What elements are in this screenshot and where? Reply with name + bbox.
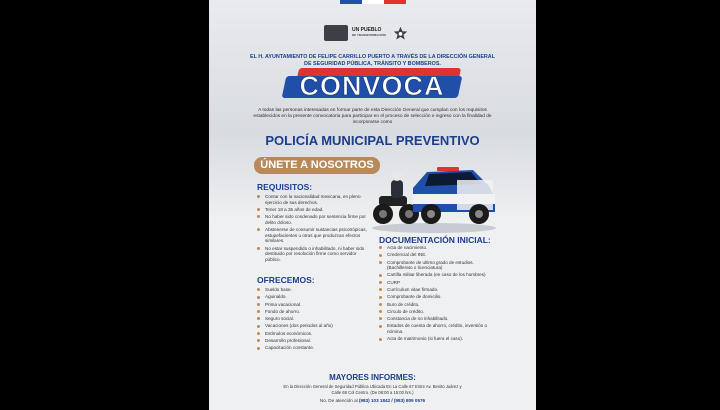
more-info-heading: MAYORES INFORMES: bbox=[329, 373, 416, 382]
list-item: CURP bbox=[379, 280, 497, 286]
list-item: Cartilla militar liberada (en caso de los hombres) bbox=[379, 272, 497, 278]
list-item: Constancia de no inhabilitado. bbox=[379, 316, 497, 322]
list-item: Capacitación constante. bbox=[257, 345, 367, 351]
join-us-badge: ÚNETE A NOSOTROS bbox=[254, 157, 380, 174]
requisitos-list bbox=[257, 194, 367, 264]
phone-line bbox=[269, 398, 476, 403]
list-item: Currículum vitae firmado. bbox=[379, 287, 497, 293]
address-text: En la Dirección General de Seguridad Pública Ubicada En La Calle 67 Entre Av. Benito Juárez y Calle 68 Col Centro. (De 08:00 a 15:00 hrs.) bbox=[283, 384, 462, 395]
documentacion-list bbox=[379, 245, 497, 344]
list-item: Contar con la nacionalidad mexicana, en pleno ejercicio de sus derechos. bbox=[257, 194, 367, 205]
list-item: Vacaciones (dos periodos al año) bbox=[257, 323, 367, 329]
list-item: Estímulos económicos. bbox=[257, 331, 367, 337]
list-item: No haber sido condenado por sentencia firme por delito doloso. bbox=[257, 214, 367, 225]
list-item: Credencial del INE. bbox=[379, 252, 497, 258]
list-item: Buro de crédito. bbox=[379, 302, 497, 308]
list-item: Comprobante de domicilio. bbox=[379, 294, 497, 300]
list-item: No estar suspendido o inhabilitado, ni haber sido destituido por resolución firme como servidor público. bbox=[257, 246, 367, 263]
police-star-icon bbox=[392, 25, 408, 41]
list-item: Desarrollo profesional. bbox=[257, 338, 367, 344]
description: A todas las personas interesadas en formar parte de esta Dirección General que cumplan con los requisitos establecidos en la presente convocatoria para participar en el proceso de selección e ingreso con la finalidad de incorporarse como bbox=[253, 108, 492, 126]
phone-numbers: (983) 103 1842 / (983) 809 0576 bbox=[358, 398, 426, 403]
convoca-banner bbox=[272, 68, 472, 108]
list-item: Aguinaldo. bbox=[257, 294, 367, 300]
documentacion-heading: DOCUMENTACIÓN INICIAL: bbox=[379, 235, 491, 245]
position-title: POLICÍA MUNICIPAL PREVENTIVO bbox=[265, 133, 480, 148]
requisitos-heading: REQUISITOS: bbox=[257, 182, 313, 192]
list-item: Acta de matrimonio (si fuera el caso). bbox=[379, 336, 497, 342]
phone-label: No. De atención al bbox=[319, 398, 358, 403]
ofrecemos-heading: OFRECEMOS: bbox=[257, 275, 315, 285]
list-item: Estados de cuenta de ahorro, crédito, inversión o nómina. bbox=[379, 323, 497, 334]
list-item: Abstenerse de consumir sustancias psicotrópicas, estupefacientes u otras que produzcan efectos similares. bbox=[257, 227, 367, 244]
ofrecemos-list bbox=[257, 287, 367, 353]
police-vehicle-image bbox=[369, 150, 499, 235]
list-item: Seguro social. bbox=[257, 316, 367, 322]
list-item: Acta de nacimiento. bbox=[379, 245, 497, 251]
intro-text: EL H. AYUNTAMIENTO DE FELIPE CARRILLO PUERTO A TRAVÉS DE LA DIRECCIÓN GENERAL DE SEGURIDAD PÚBLICA, TRÁNSITO Y BOMBEROS. bbox=[250, 54, 495, 67]
municipal-crest-icon bbox=[324, 25, 348, 41]
banner-title: CONVOCA bbox=[299, 71, 445, 101]
list-item: Fondo de ahorro. bbox=[257, 309, 367, 315]
flag-stripe bbox=[340, 0, 406, 4]
logo-text: UN PUEBLO DE TRANSFORMACIÓN bbox=[352, 27, 386, 37]
list-item: Prima vacacional. bbox=[257, 302, 367, 308]
list-item: Comprobante de ultimo grado de estudios. (Bachillerato o licenciatura) bbox=[379, 260, 497, 271]
list-item: Circulo de crédito. bbox=[379, 309, 497, 315]
header-logos bbox=[324, 22, 424, 44]
list-item: Tener 18 a 35 años de edad. bbox=[257, 207, 367, 213]
recruitment-poster bbox=[209, 0, 536, 410]
list-item: Sueldo base. bbox=[257, 287, 367, 293]
